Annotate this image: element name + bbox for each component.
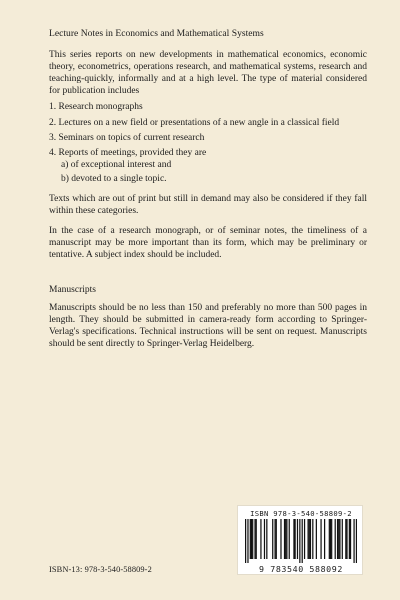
barcode-bar — [247, 519, 248, 563]
manuscripts-heading: Manuscripts — [49, 284, 96, 295]
barcode-bar — [335, 519, 336, 559]
barcode-bar — [353, 519, 354, 563]
barcode-bar — [302, 519, 303, 563]
barcode-bar — [293, 519, 294, 559]
barcode-bar — [324, 519, 325, 559]
barcode-bar — [331, 519, 332, 559]
barcode-bar — [251, 519, 252, 559]
barcode-bar — [320, 519, 321, 559]
barcode-bar — [309, 519, 310, 559]
barcode-bar — [280, 519, 281, 559]
timeliness-note: In the case of a research monograph, or of seminar notes, the timeliness of a manuscript may be more important than its form, which may be preliminary or tentative. A subject index should be included. — [49, 226, 367, 261]
barcode-bar — [264, 519, 265, 559]
barcode-bar — [289, 519, 290, 559]
section-gap — [49, 270, 367, 284]
barcode-bar — [310, 519, 311, 559]
barcode-bar — [350, 519, 351, 559]
list-item: 3. Seminars on topics of current research — [49, 132, 205, 143]
barcode-bar — [250, 519, 251, 559]
cover-text — [49, 28, 367, 358]
barcode-bar — [299, 519, 300, 563]
barcode-bar — [329, 519, 330, 559]
barcode-bar — [307, 519, 308, 559]
series-description: This series reports on new developments in mathematical economics, economic theory, econometrics, operations research, and mathematical systems, research and teaching-quickly, informally and at a high level. The type of material considered for publication includes — [49, 50, 367, 97]
barcode-bar — [342, 519, 343, 559]
barcode-bar — [252, 519, 253, 559]
barcode-bar — [295, 519, 296, 559]
series-title: Lecture Notes in Economics and Mathematical Systems — [49, 28, 264, 39]
barcode-bar — [272, 519, 273, 559]
list-item: 1. Research monographs — [49, 102, 143, 113]
barcode-icon — [245, 519, 357, 563]
list-item: 2. Lectures on a new field or presentations of a new angle in a classical field — [49, 117, 340, 128]
barcode-bar — [256, 519, 257, 559]
list-item: b) devoted to a single topic. — [61, 173, 167, 184]
barcode-bar — [260, 519, 261, 559]
barcode-bar — [254, 519, 255, 559]
barcode-bar — [297, 519, 298, 559]
barcode-bar — [346, 519, 347, 559]
list-item — [49, 147, 367, 185]
barcode-bar — [304, 519, 305, 559]
barcode-bar — [286, 519, 287, 559]
list-item-label: 4. Reports of meetings, provided they are — [49, 147, 207, 158]
isbn-13-label: ISBN-13: 978-3-540-58809-2 — [49, 565, 152, 574]
meeting-conditions-list — [49, 159, 367, 185]
barcode-bar — [316, 519, 317, 559]
material-types-list — [49, 101, 367, 185]
manuscripts-body: Manuscripts should be no less than 150 and preferably no more than 500 pages in length. They should be submitted in camera-ready form according to Springer-Verlag's specifications. Technical instructions will be sent on request. Manuscripts should be sent directly to Springer-Verlag Heidelberg. — [49, 302, 367, 349]
barcode-bar — [266, 519, 267, 559]
barcode-bar — [274, 519, 275, 559]
barcode-bar — [349, 519, 350, 559]
out-of-print-note: Texts which are out of print but still in demand may also be considered if they fall within these categories. — [49, 194, 367, 217]
barcode-bar — [276, 519, 277, 559]
barcode-bar — [330, 519, 331, 559]
barcode-bar — [245, 519, 246, 563]
barcode-bar — [339, 519, 340, 559]
barcode-isbn-text: ISBN 978-3-540-58809-2 — [250, 509, 352, 518]
barcode-label — [237, 505, 363, 575]
barcode-bar — [345, 519, 346, 559]
barcode-number-text: 9 783540 588092 — [259, 564, 343, 574]
barcode-bar — [285, 519, 286, 559]
barcode-bar — [356, 519, 357, 563]
barcode-bar — [338, 519, 339, 559]
barcode-bar — [312, 519, 313, 559]
barcode-bar — [337, 519, 338, 559]
list-item: a) of exceptional interest and — [61, 159, 172, 170]
barcode-bar — [284, 519, 285, 559]
